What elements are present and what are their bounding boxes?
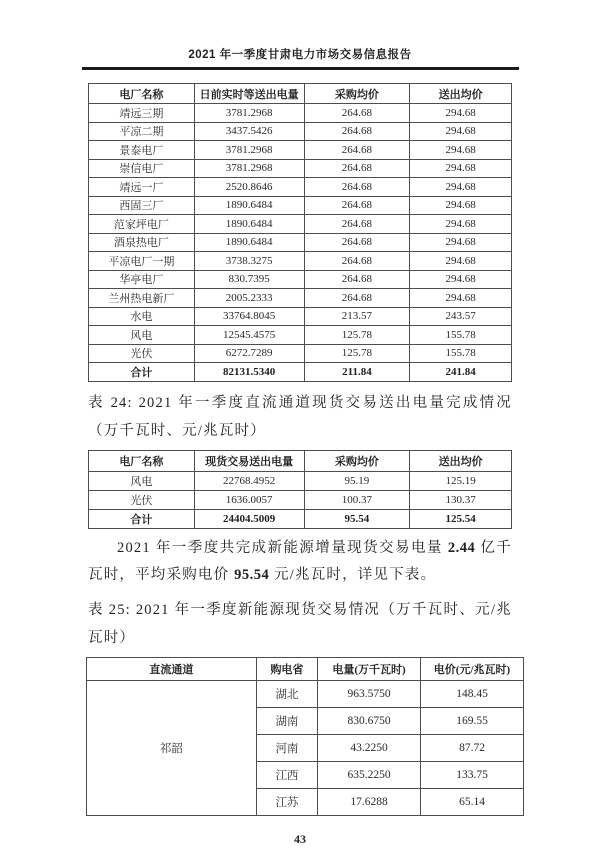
- table-row: [89, 344, 512, 363]
- header-rule: [82, 67, 519, 70]
- table-cell: 155.78: [410, 326, 512, 345]
- table-cell: 294.68: [410, 215, 512, 234]
- paragraph-bold-value: 2.44: [447, 539, 476, 556]
- table-cell: 1636.0057: [194, 490, 304, 509]
- table25-caption: 表 25: 2021 年一季度新能源现货交易情况（万千瓦时、元/兆瓦时）: [88, 601, 512, 646]
- table-cell: 平凉二期: [89, 122, 195, 141]
- table-cell: 湖南: [256, 707, 317, 734]
- table-cell: 12545.4575: [194, 326, 304, 345]
- table-cell: 光伏: [89, 490, 195, 509]
- table-cell: 100.37: [304, 490, 410, 509]
- table-cell: 范家坪电厂: [89, 215, 195, 234]
- dc-channel-spot-table: [88, 450, 512, 529]
- table-cell: 87.72: [421, 734, 524, 761]
- table-cell: 125.19: [410, 471, 512, 490]
- table-cell: 2005.2333: [194, 289, 304, 308]
- table-row: [89, 141, 512, 160]
- table-cell: 294.68: [410, 196, 512, 215]
- table-cell: 风电: [89, 471, 195, 490]
- table-cell: 95.19: [304, 471, 410, 490]
- table-cell: 3781.2968: [194, 159, 304, 178]
- table-cell: 华亭电厂: [89, 270, 195, 289]
- summary-paragraph: [88, 535, 512, 589]
- table-cell: 3781.2968: [194, 104, 304, 123]
- table-cell: 241.84: [410, 363, 512, 382]
- table-cell: 264.68: [304, 215, 410, 234]
- table-cell: 294.68: [410, 289, 512, 308]
- table-cell: 合计: [89, 509, 195, 528]
- table-cell: 125.54: [410, 509, 512, 528]
- table-row: [89, 289, 512, 308]
- column-header: 电价(元/兆瓦时): [421, 657, 524, 680]
- table-cell: 风电: [89, 326, 195, 345]
- table-cell: 水电: [89, 307, 195, 326]
- dc-channel-cell: 祁韶: [87, 680, 257, 815]
- column-header: 送出均价: [410, 84, 512, 104]
- table-cell: 264.68: [304, 141, 410, 160]
- table-row: [89, 307, 512, 326]
- table-cell: 崇信电厂: [89, 159, 195, 178]
- table-cell: 264.68: [304, 270, 410, 289]
- paragraph-text: 元/兆瓦时，详见下表。: [269, 566, 437, 583]
- table-cell: 294.68: [410, 233, 512, 252]
- table-row: [89, 233, 512, 252]
- column-header: 采购均价: [304, 450, 410, 471]
- column-header: 直流通道: [87, 657, 257, 680]
- table-cell: 264.68: [304, 104, 410, 123]
- table-cell: 2520.8646: [194, 178, 304, 197]
- column-header: 送出均价: [410, 450, 512, 471]
- table-cell: 830.6750: [318, 707, 421, 734]
- table-cell: 169.55: [421, 707, 524, 734]
- total-row: [89, 363, 512, 382]
- table-cell: 264.68: [304, 252, 410, 271]
- column-header: 采购均价: [304, 84, 410, 104]
- table-cell: 景泰电厂: [89, 141, 195, 160]
- table-cell: 148.45: [421, 680, 524, 707]
- table-row: [89, 326, 512, 345]
- table-cell: 17.6288: [318, 788, 421, 815]
- table-cell: 3437.5426: [194, 122, 304, 141]
- table-row: [89, 490, 512, 509]
- table-cell: 294.68: [410, 178, 512, 197]
- table-cell: 合计: [89, 363, 195, 382]
- table-header-row: [89, 450, 512, 471]
- table-cell: 213.57: [304, 307, 410, 326]
- table-cell: 264.68: [304, 159, 410, 178]
- day-ahead-output-table: [88, 83, 512, 382]
- table-row: [89, 471, 512, 490]
- table-cell: 264.68: [304, 289, 410, 308]
- new-energy-spot-table: [86, 657, 524, 816]
- table-cell: 江苏: [256, 788, 317, 815]
- table-cell: 264.68: [304, 122, 410, 141]
- table-cell: 酒泉热电厂: [89, 233, 195, 252]
- table-cell: 963.5750: [318, 680, 421, 707]
- table-cell: 294.68: [410, 252, 512, 271]
- table-row: [89, 122, 512, 141]
- table-cell: 125.78: [304, 344, 410, 363]
- table-row: [89, 215, 512, 234]
- column-header: 电量(万千瓦时): [318, 657, 421, 680]
- table-row: [87, 680, 524, 707]
- paragraph-bold-value: 95.54: [234, 566, 270, 583]
- column-header: 现货交易送出电量: [194, 450, 304, 471]
- table-row: [89, 270, 512, 289]
- table-row: [89, 178, 512, 197]
- table-cell: 3738.3275: [194, 252, 304, 271]
- table-cell: 1890.6484: [194, 233, 304, 252]
- table-cell: 西固三厂: [89, 196, 195, 215]
- table-cell: 294.68: [410, 104, 512, 123]
- table-cell: 264.68: [304, 178, 410, 197]
- table-cell: 1890.6484: [194, 215, 304, 234]
- table-cell: 125.78: [304, 326, 410, 345]
- table-row: [89, 104, 512, 123]
- table-row: [89, 159, 512, 178]
- page-number: 43: [294, 831, 306, 846]
- table-cell: 33764.8045: [194, 307, 304, 326]
- content-column: [88, 83, 512, 847]
- table-cell: 65.14: [421, 788, 524, 815]
- table-row: [89, 252, 512, 271]
- page-header-title: 2021 年一季度甘肃电力市场交易信息报告: [188, 49, 412, 61]
- table-cell: 43.2250: [318, 734, 421, 761]
- table-cell: 光伏: [89, 344, 195, 363]
- table-cell: 243.57: [410, 307, 512, 326]
- table-cell: 靖远一厂: [89, 178, 195, 197]
- paragraph-text: 2021 年一季度共完成新能源增量现货交易电量: [117, 539, 448, 556]
- column-header: 电厂名称: [89, 450, 195, 471]
- column-header: 电厂名称: [89, 84, 195, 104]
- column-header: 日前实时等送出电量: [194, 84, 304, 104]
- table-cell: 211.84: [304, 363, 410, 382]
- table-cell: 6272.7289: [194, 344, 304, 363]
- table-cell: 95.54: [304, 509, 410, 528]
- column-header: 购电省: [256, 657, 317, 680]
- table-cell: 294.68: [410, 159, 512, 178]
- table-cell: 82131.5340: [194, 363, 304, 382]
- table-cell: 1890.6484: [194, 196, 304, 215]
- table-cell: 264.68: [304, 233, 410, 252]
- table-cell: 24404.5009: [194, 509, 304, 528]
- table-cell: 靖远三期: [89, 104, 195, 123]
- table-cell: 平凉电厂一期: [89, 252, 195, 271]
- table-cell: 294.68: [410, 270, 512, 289]
- table24-caption: 表 24: 2021 年一季度直流通道现货交易送出电量完成情况（万千瓦时、元/兆瓦时）: [88, 394, 512, 439]
- table-header-row: [87, 657, 524, 680]
- total-row: [89, 509, 512, 528]
- table-cell: 江西: [256, 761, 317, 788]
- paragraph-text: 亿千瓦时，平均采购电价: [88, 539, 512, 583]
- table-header-row: [89, 84, 512, 104]
- table-cell: 264.68: [304, 196, 410, 215]
- table-cell: 294.68: [410, 141, 512, 160]
- table-cell: 3781.2968: [194, 141, 304, 160]
- table-cell: 155.78: [410, 344, 512, 363]
- table-cell: 22768.4952: [194, 471, 304, 490]
- table-cell: 294.68: [410, 122, 512, 141]
- table-cell: 635.2250: [318, 761, 421, 788]
- table-cell: 兰州热电新厂: [89, 289, 195, 308]
- table-cell: 133.75: [421, 761, 524, 788]
- table-cell: 湖北: [256, 680, 317, 707]
- table-cell: 130.37: [410, 490, 512, 509]
- table-cell: 830.7395: [194, 270, 304, 289]
- table-row: [89, 196, 512, 215]
- table-cell: 河南: [256, 734, 317, 761]
